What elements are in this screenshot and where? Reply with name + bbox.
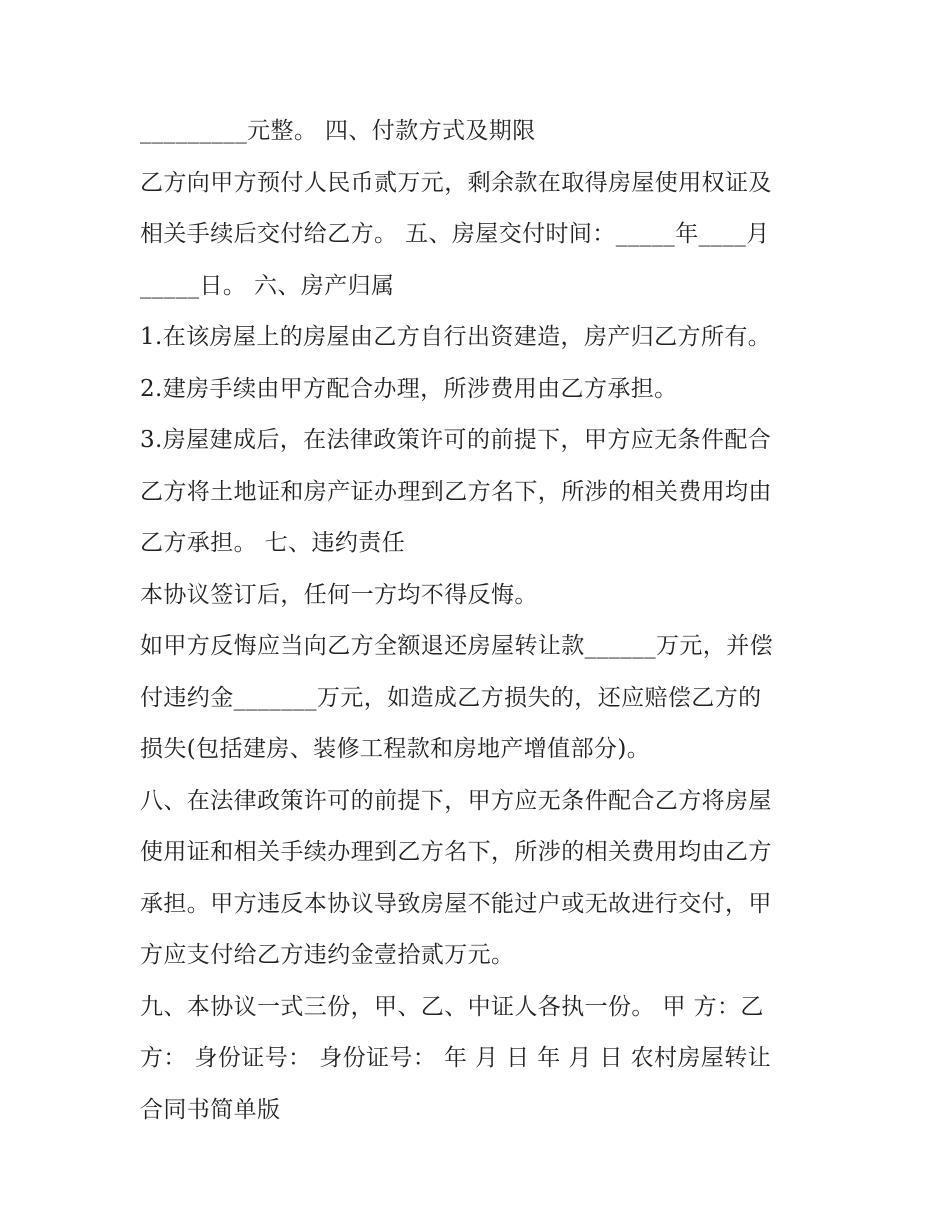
text-line-10: 本协议签订后，任何一方均不得反悔。 [140,581,538,608]
text-line-20: 合同书简单版 [140,1096,281,1123]
text-line-14: 八、在法律政策许可的前提下，甲方应无条件配合乙方将房屋 [140,787,772,814]
text-line-4: _____日。 六、房产归属 [140,272,395,299]
text-line-7: 3.房屋建成后，在法律政策许可的前提下，甲方应无条件配合 [140,427,772,453]
text-line-12: 付违约金_______万元，如造成乙方损失的，还应赔偿乙方的 [140,684,762,711]
text-line-13: 损失(包括建房、装修工程款和房地产增值部分)。 [140,736,651,762]
text-line-9: 乙方承担。 七、违约责任 [140,530,406,556]
text-line-6: 2.建房手续由甲方配合办理，所涉费用由乙方承担。 [140,375,678,402]
text-line-3: 相关手续后交付给乙方。 五、房屋交付时间：_____年____月 [140,221,770,247]
text-line-19: 方： 身份证号： 身份证号： 年 月 日 年 月 日 农村房屋转让 [140,1045,771,1071]
text-line-17: 方应支付给乙方违约金壹拾贰万元。 [140,942,515,968]
text-line-1: _________元整。 四、付款方式及期限 [140,118,536,144]
text-line-2: 乙方向甲方预付人民币贰万元，剩余款在取得房屋使用权证及 [140,169,772,196]
text-line-8: 乙方将土地证和房产证办理到乙方名下，所涉的相关费用均由 [140,478,772,505]
text-line-11: 如甲方反悔应当向乙方全额退还房屋转让款______万元，并偿 [140,633,773,659]
text-line-15: 使用证和相关手续办理到乙方名下，所涉的相关费用均由乙方 [140,839,772,865]
text-line-18: 九、本协议一式三份，甲、乙、中证人各执一份。 甲 方：乙 [140,993,764,1020]
text-line-16: 承担。甲方违反本协议导致房屋不能过户或无故进行交付，甲 [140,890,772,917]
text-line-5: 1.在该房屋上的房屋由乙方自行出资建造，房产归乙方所有。 [140,324,772,350]
contract-text [140,106,830,1136]
